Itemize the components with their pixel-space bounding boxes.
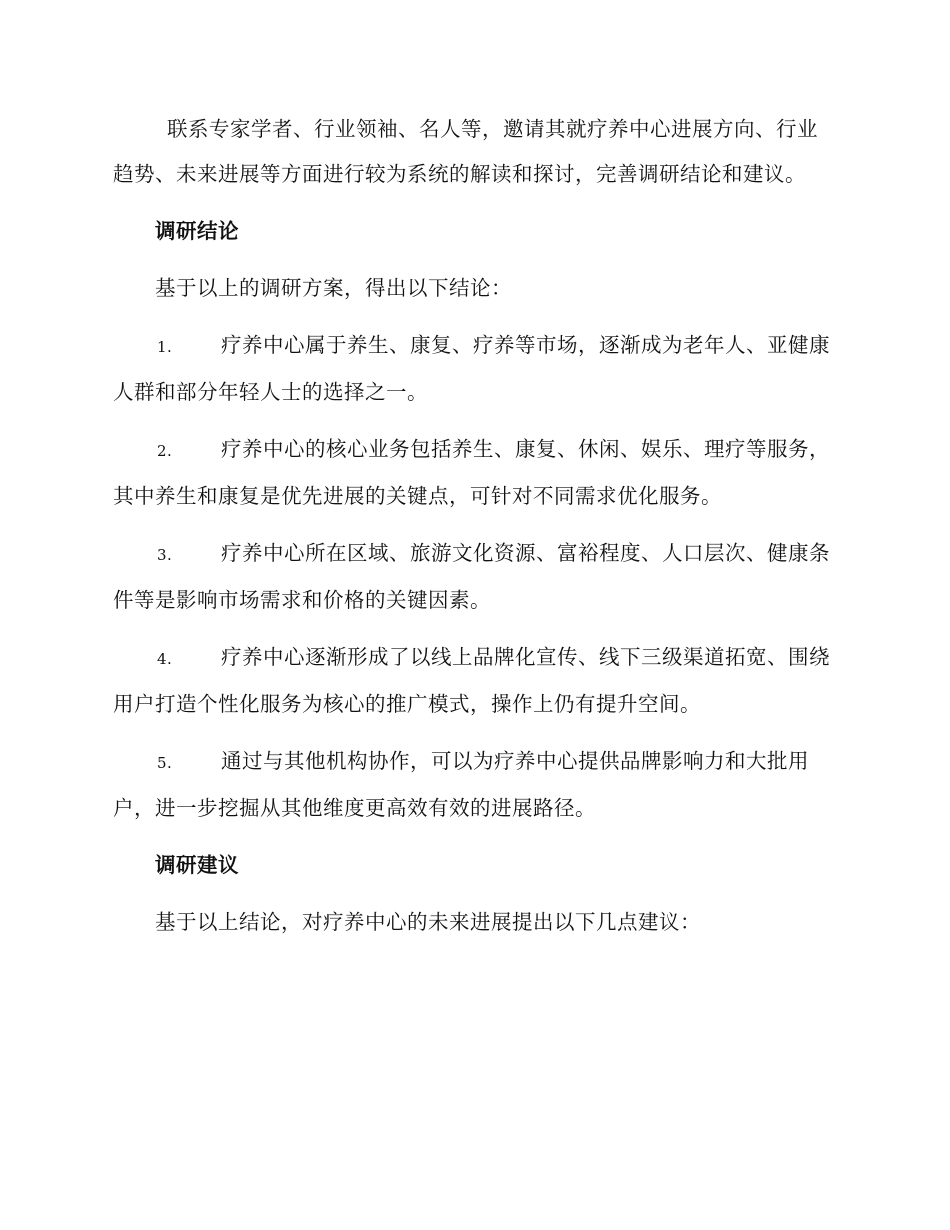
conclusion-lead: 基于以上的调研方案，得出以下结论： <box>155 276 512 300</box>
list-item-text: 疗养中心的核心业务包括养生、康复、休闲、娱乐、理疗等服务，其中养生和康复是优先进展的关键点，可针对不同需求优化服务。 <box>113 437 830 508</box>
list-item-text: 疗养中心逐渐形成了以线上品牌化宣传、线下三级渠道拓宽、围绕用户打造个性化服务为核心的推广模式，操作上仍有提升空间。 <box>113 645 830 716</box>
list-item <box>113 427 835 519</box>
suggestion-lead: 基于以上结论，对疗养中心的未来进展提出以下几点建议： <box>155 910 701 934</box>
document-body <box>113 107 835 957</box>
list-item <box>113 531 835 623</box>
conclusion-heading: 调研结论 <box>155 219 239 243</box>
list-item <box>113 739 835 831</box>
list-item-number: 2. <box>157 442 173 460</box>
list-item-text: 通过与其他机构协作，可以为疗养中心提供品牌影响力和大批用户，进一步挖掘从其他维度更高效有效的进展路径。 <box>113 749 809 820</box>
list-item-number: 1. <box>157 338 173 356</box>
list-item-number: 3. <box>157 546 173 564</box>
suggestion-heading: 调研建议 <box>155 853 239 877</box>
list-item-number: 4. <box>157 650 173 668</box>
list-item <box>113 635 835 727</box>
list-item-text: 疗养中心所在区域、旅游文化资源、富裕程度、人口层次、健康条件等是影响市场需求和价格的关键因素。 <box>113 541 830 612</box>
list-item <box>113 323 835 415</box>
list-item-text: 疗养中心属于养生、康复、疗养等市场，逐渐成为老年人、亚健康人群和部分年轻人士的选择之一。 <box>113 333 830 404</box>
list-item-number: 5. <box>157 754 173 772</box>
intro-paragraph: 联系专家学者、行业领袖、名人等，邀请其就疗养中心进展方向、行业趋势、未来进展等方面进行较为系统的解读和探讨，完善调研结论和建议。 <box>113 117 818 186</box>
